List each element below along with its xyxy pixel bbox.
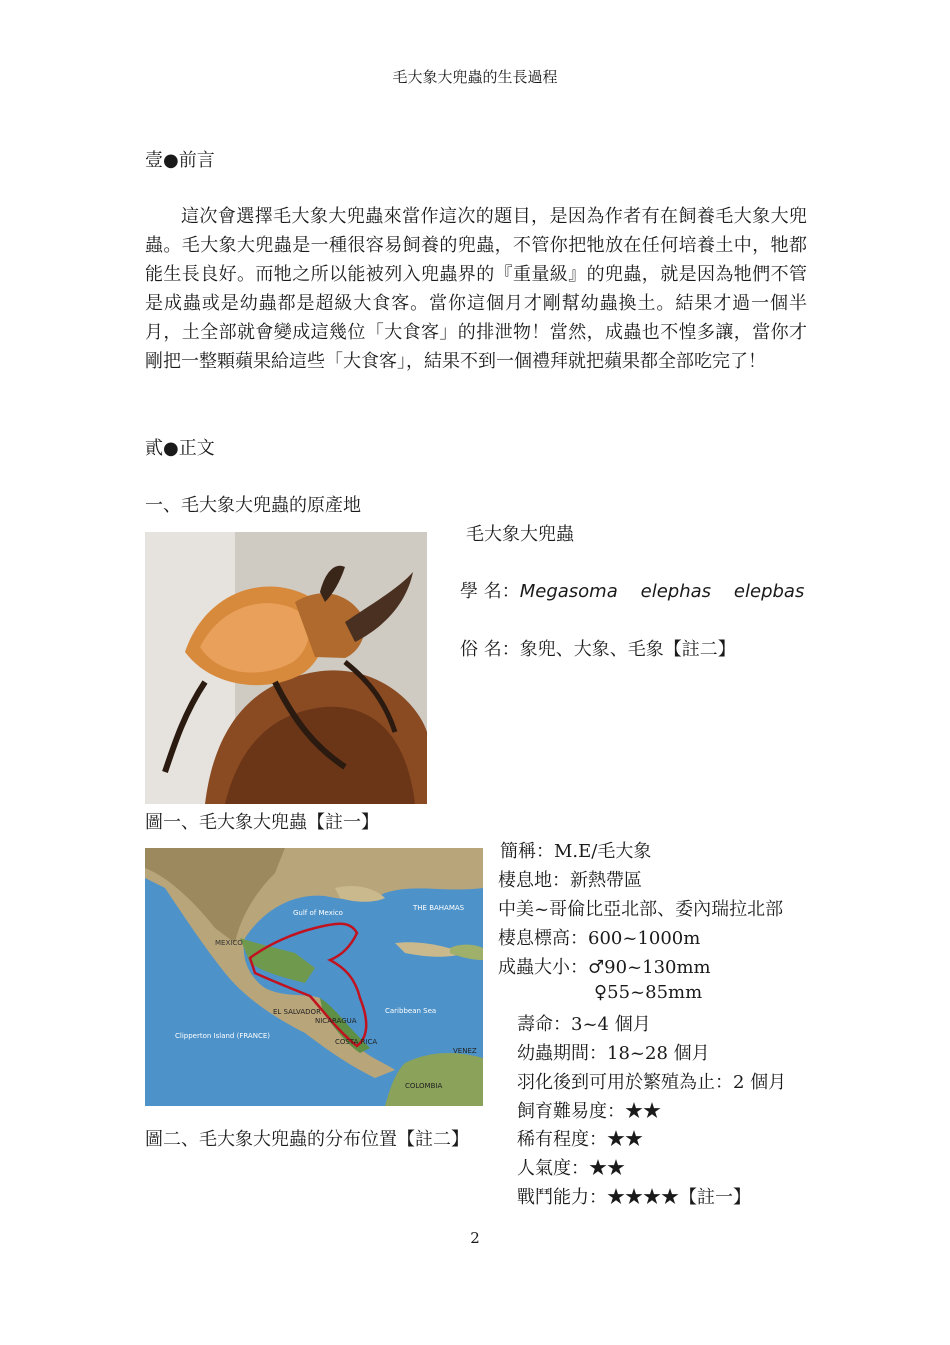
map-label-clipperton: Clipperton Island (FRANCE) [175, 1032, 270, 1040]
map-label-el-salvador: EL SALVADOR [273, 1008, 321, 1016]
beetle-illustration [145, 532, 427, 804]
map-illustration [145, 848, 483, 1106]
fact-combat: 戰鬥能力：★★★★【註一】 [517, 1187, 751, 1208]
section-heading-preface: 壹●前言 [145, 150, 215, 171]
common-name-row [460, 635, 736, 661]
fact-region: 中美~哥倫比亞北部、委內瑞拉北部 [498, 899, 784, 920]
fact-abbreviation: 簡稱：M.E/毛大象 [500, 841, 652, 862]
map-label-colombia: COLOMBIA [405, 1082, 443, 1090]
map-label-venezuela: VENEZ [453, 1047, 477, 1055]
scientific-name-row [460, 577, 804, 603]
map-label-mexico: MEXICO [215, 939, 243, 947]
common-names: 象兜、大象、毛象【註二】 [519, 639, 736, 660]
fact-size-male: 成蟲大小：♂90~130mm [498, 957, 711, 978]
fact-size-female: ♀55~85mm [594, 982, 703, 1003]
fact-altitude: 棲息標高：600~1000m [498, 928, 701, 949]
fact-larva-period: 幼蟲期間：18~28 個月 [517, 1043, 710, 1064]
fact-breeding: 羽化後到可用於繁殖為止：2 個月 [517, 1072, 787, 1093]
fact-rarity: 稀有程度：★★ [517, 1129, 643, 1150]
fact-difficulty: 飼育難易度：★★ [517, 1101, 661, 1122]
preface-paragraph: 這次會選擇毛大象大兜蟲來當作這次的題目，是因為作者有在飼養毛大象大兜蟲。毛大象大兜蟲是一種很容易飼養的兜蟲，不管你把牠放在任何培養土中，牠都能生長良好。而牠之所以能被列入兜蟲界的『重量級』的兜蟲，就是因為牠們不管是成蟲或是幼蟲都是超級大食客。當你這個月才剛幫幼蟲換土。結果才過一個半月，土全部就會變成這幾位「大食客」的排泄物！當然，成蟲也不惶多讓，當你才剛把一整顆蘋果給這些「大食客」，結果不到一個禮拜就把蘋果都全部吃完了！ [145, 206, 807, 372]
map-label-bahamas: THE BAHAMAS [413, 904, 465, 912]
fact-lifespan: 壽命：3~4 個月 [517, 1014, 651, 1035]
section-heading-main: 貳●正文 [145, 438, 215, 459]
subsection-heading-origin: 一、毛大象大兜蟲的原產地 [145, 495, 361, 516]
map-label-nicaragua: NICARAGUA [315, 1017, 357, 1025]
distribution-map [145, 848, 483, 1106]
page-header: 毛大象大兜蟲的生長過程 [392, 68, 558, 86]
page-number: 2 [470, 1229, 480, 1247]
scientific-name-label: 學 名： [460, 581, 520, 602]
map-label-costa-rica: COSTA RICA [335, 1038, 378, 1046]
beetle-photo [145, 532, 427, 804]
figure2-caption: 圖二、毛大象大兜蟲的分布位置【註二】 [145, 1129, 469, 1150]
fact-popularity: 人氣度：★★ [517, 1158, 625, 1179]
scientific-name: Megasoma elephas elepbas [519, 581, 805, 602]
species-name: 毛大象大兜蟲 [466, 524, 574, 545]
figure1-caption: 圖一、毛大象大兜蟲【註一】 [145, 812, 379, 833]
map-label-caribbean: Caribbean Sea [385, 1007, 437, 1015]
common-name-label: 俗 名： [460, 639, 520, 660]
fact-habitat: 棲息地：新熱帶區 [498, 870, 642, 891]
map-label-gulf: Gulf of Mexico [293, 909, 343, 917]
